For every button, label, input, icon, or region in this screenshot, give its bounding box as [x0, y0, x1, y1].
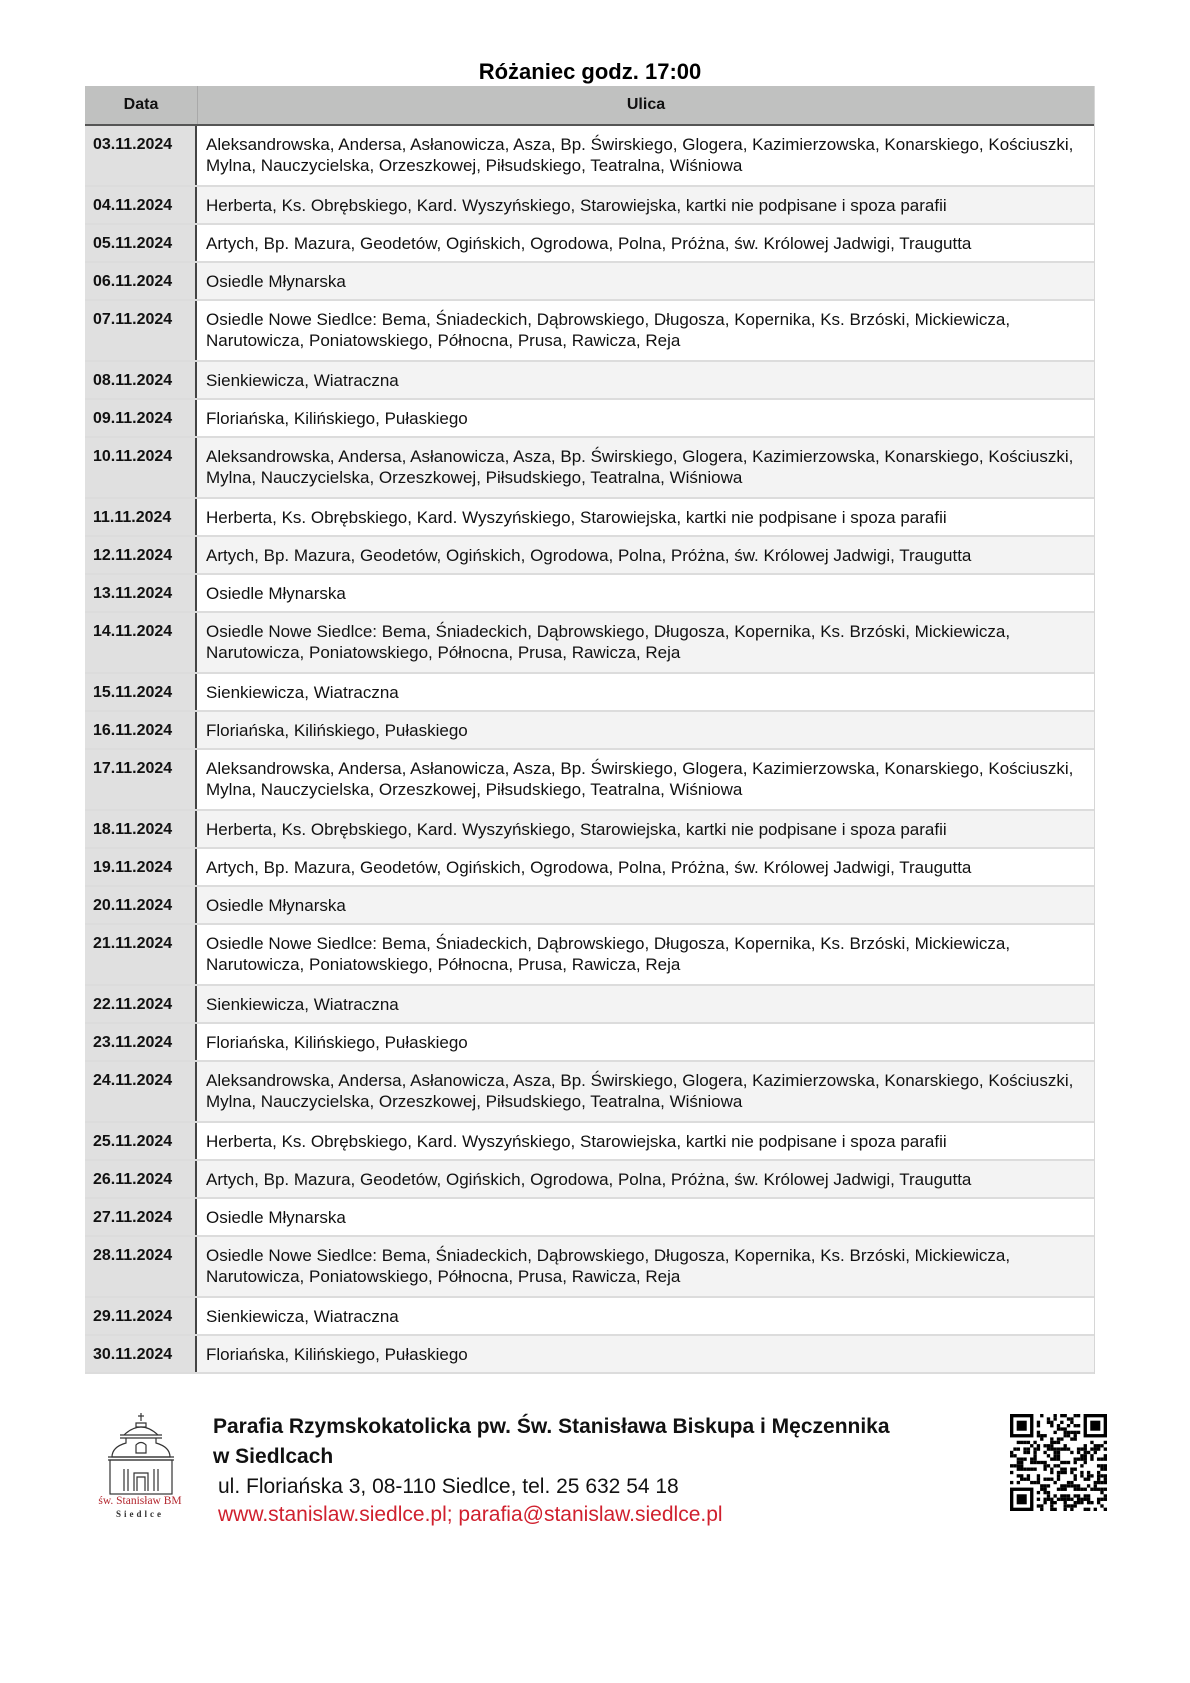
row-date: 18.11.2024: [85, 811, 197, 847]
row-streets: Sienkiewicza, Wiatraczna: [197, 1298, 1094, 1334]
table-row: [85, 301, 1094, 362]
row-streets: Artych, Bp. Mazura, Geodetów, Ogińskich, Ogrodowa, Polna, Próżna, św. Królowej Jadwigi, Traugutta: [197, 225, 1094, 261]
row-streets: Osiedle Młynarska: [197, 887, 1094, 923]
row-streets: Floriańska, Kilińskiego, Pułaskiego: [197, 400, 1094, 436]
table-row: [85, 400, 1094, 438]
row-streets: Sienkiewicza, Wiatraczna: [197, 674, 1094, 710]
row-streets: Artych, Bp. Mazura, Geodetów, Ogińskich, Ogrodowa, Polna, Próżna, św. Królowej Jadwigi, Traugutta: [197, 849, 1094, 885]
row-streets: Osiedle Młynarska: [197, 575, 1094, 611]
table-row: [85, 225, 1094, 263]
logo-name: św. Stanisław BM: [98, 1495, 182, 1507]
row-date: 30.11.2024: [85, 1336, 197, 1372]
table-row: [85, 263, 1094, 301]
row-date: 19.11.2024: [85, 849, 197, 885]
row-streets: Aleksandrowska, Andersa, Asłanowicza, Asza, Bp. Świrskiego, Glogera, Kazimierzowska, Konarskiego, Kościuszki, Mylna, Nauczycielska, Orzeszkowej, Piłsudskiego, Teatralna, Wiśniowa: [197, 438, 1094, 497]
table-row: [85, 499, 1094, 537]
row-date: 17.11.2024: [85, 750, 197, 809]
row-date: 12.11.2024: [85, 537, 197, 573]
row-streets: Floriańska, Kilińskiego, Pułaskiego: [197, 1336, 1094, 1372]
row-streets: Osiedle Nowe Siedlce: Bema, Śniadeckich, Dąbrowskiego, Długosza, Kopernika, Ks. Brzóski, Mickiewicza, Narutowicza, Poniatowskiego, Północna, Prusa, Rawicza, Reja: [197, 613, 1094, 672]
table-row: [85, 925, 1094, 986]
row-date: 14.11.2024: [85, 613, 197, 672]
table-row: [85, 674, 1094, 712]
table-row: [85, 126, 1094, 187]
table-row: [85, 187, 1094, 225]
table-row: [85, 1161, 1094, 1199]
row-date: 20.11.2024: [85, 887, 197, 923]
row-date: 08.11.2024: [85, 362, 197, 398]
row-streets: Herberta, Ks. Obrębskiego, Kard. Wyszyńskiego, Starowiejska, kartki nie podpisane i spoza parafii: [197, 187, 1094, 223]
page-title: Różaniec godz. 17:00: [478, 59, 702, 84]
row-date: 16.11.2024: [85, 712, 197, 748]
row-streets: Herberta, Ks. Obrębskiego, Kard. Wyszyńskiego, Starowiejska, kartki nie podpisane i spoza parafii: [197, 1123, 1094, 1159]
row-date: 06.11.2024: [85, 263, 197, 299]
row-date: 03.11.2024: [85, 126, 197, 185]
row-streets: Aleksandrowska, Andersa, Asłanowicza, Asza, Bp. Świrskiego, Glogera, Kazimierzowska, Konarskiego, Kościuszki, Mylna, Nauczycielska, Orzeszkowej, Piłsudskiego, Teatralna, Wiśniowa: [197, 126, 1094, 185]
row-date: 27.11.2024: [85, 1199, 197, 1235]
table-row: [85, 362, 1094, 400]
table-row: [85, 1024, 1094, 1062]
row-date: 13.11.2024: [85, 575, 197, 611]
parish-name: Parafia Rzymskokatolicka pw. Św. Stanisława Biskupa i Męczennika: [213, 1415, 890, 1438]
row-date: 04.11.2024: [85, 187, 197, 223]
row-streets: Herberta, Ks. Obrębskiego, Kard. Wyszyńskiego, Starowiejska, kartki nie podpisane i spoza parafii: [197, 499, 1094, 535]
table-row: [85, 712, 1094, 750]
table-row: [85, 613, 1094, 674]
row-date: 10.11.2024: [85, 438, 197, 497]
logo-city: Siedlce: [116, 1509, 164, 1519]
row-date: 15.11.2024: [85, 674, 197, 710]
row-date: 05.11.2024: [85, 225, 197, 261]
table-row: [85, 1298, 1094, 1336]
table-row: [85, 575, 1094, 613]
row-streets: Aleksandrowska, Andersa, Asłanowicza, Asza, Bp. Świrskiego, Glogera, Kazimierzowska, Konarskiego, Kościuszki, Mylna, Nauczycielska, Orzeszkowej, Piłsudskiego, Teatralna, Wiśniowa: [197, 1062, 1094, 1121]
row-streets: Osiedle Młynarska: [197, 1199, 1094, 1235]
row-streets: Osiedle Nowe Siedlce: Bema, Śniadeckich, Dąbrowskiego, Długosza, Kopernika, Ks. Brzóski, Mickiewicza, Narutowicza, Poniatowskiego, Północna, Prusa, Rawicza, Reja: [197, 925, 1094, 984]
header-street: Ulica: [626, 96, 666, 113]
table-row: [85, 986, 1094, 1024]
row-date: 28.11.2024: [85, 1237, 197, 1296]
footer: [0, 1405, 1190, 1535]
row-streets: Osiedle Nowe Siedlce: Bema, Śniadeckich, Dąbrowskiego, Długosza, Kopernika, Ks. Brzóski, Mickiewicza, Narutowicza, Poniatowskiego, Północna, Prusa, Rawicza, Reja: [197, 1237, 1094, 1296]
row-streets: Osiedle Nowe Siedlce: Bema, Śniadeckich, Dąbrowskiego, Długosza, Kopernika, Ks. Brzóski, Mickiewicza, Narutowicza, Poniatowskiego, Północna, Prusa, Rawicza, Reja: [197, 301, 1094, 360]
row-date: 26.11.2024: [85, 1161, 197, 1197]
row-date: 09.11.2024: [85, 400, 197, 436]
table-row: [85, 1123, 1094, 1161]
row-date: 23.11.2024: [85, 1024, 197, 1060]
row-streets: Artych, Bp. Mazura, Geodetów, Ogińskich, Ogrodowa, Polna, Próżna, św. Królowej Jadwigi, Traugutta: [197, 1161, 1094, 1197]
row-streets: Aleksandrowska, Andersa, Asłanowicza, Asza, Bp. Świrskiego, Glogera, Kazimierzowska, Konarskiego, Kościuszki, Mylna, Nauczycielska, Orzeszkowej, Piłsudskiego, Teatralna, Wiśniowa: [197, 750, 1094, 809]
table-row: [85, 438, 1094, 499]
table-row: [85, 750, 1094, 811]
schedule-table: [85, 86, 1095, 1374]
row-streets: Floriańska, Kilińskiego, Pułaskiego: [197, 712, 1094, 748]
row-streets: Sienkiewicza, Wiatraczna: [197, 362, 1094, 398]
table-row: [85, 887, 1094, 925]
table-row: [85, 1336, 1094, 1374]
table-row: [85, 811, 1094, 849]
row-streets: Herberta, Ks. Obrębskiego, Kard. Wyszyńskiego, Starowiejska, kartki nie podpisane i spoza parafii: [197, 811, 1094, 847]
row-date: 24.11.2024: [85, 1062, 197, 1121]
row-date: 21.11.2024: [85, 925, 197, 984]
row-date: 25.11.2024: [85, 1123, 197, 1159]
row-streets: Artych, Bp. Mazura, Geodetów, Ogińskich, Ogrodowa, Polna, Próżna, św. Królowej Jadwigi, Traugutta: [197, 537, 1094, 573]
table-row: [85, 849, 1094, 887]
table-body: [85, 126, 1094, 1374]
row-streets: Osiedle Młynarska: [197, 263, 1094, 299]
parish-address: ul. Floriańska 3, 08-110 Siedlce, tel. 25 632 54 18: [218, 1475, 679, 1498]
table-row: [85, 1199, 1094, 1237]
parish-contact-links[interactable]: www.stanislaw.siedlce.pl; parafia@stanislaw.siedlce.pl: [218, 1503, 723, 1526]
table-row: [85, 1062, 1094, 1123]
table-row: [85, 537, 1094, 575]
header-date: Data: [85, 86, 198, 124]
row-streets: Floriańska, Kilińskiego, Pułaskiego: [197, 1024, 1094, 1060]
row-date: 11.11.2024: [85, 499, 197, 535]
row-date: 22.11.2024: [85, 986, 197, 1022]
row-date: 29.11.2024: [85, 1298, 197, 1334]
qr-code-icon[interactable]: [1010, 1414, 1107, 1511]
parish-city: w Siedlcach: [213, 1445, 334, 1468]
table-header: [85, 86, 1094, 126]
table-row: [85, 1237, 1094, 1298]
row-date: 07.11.2024: [85, 301, 197, 360]
row-streets: Sienkiewicza, Wiatraczna: [197, 986, 1094, 1022]
